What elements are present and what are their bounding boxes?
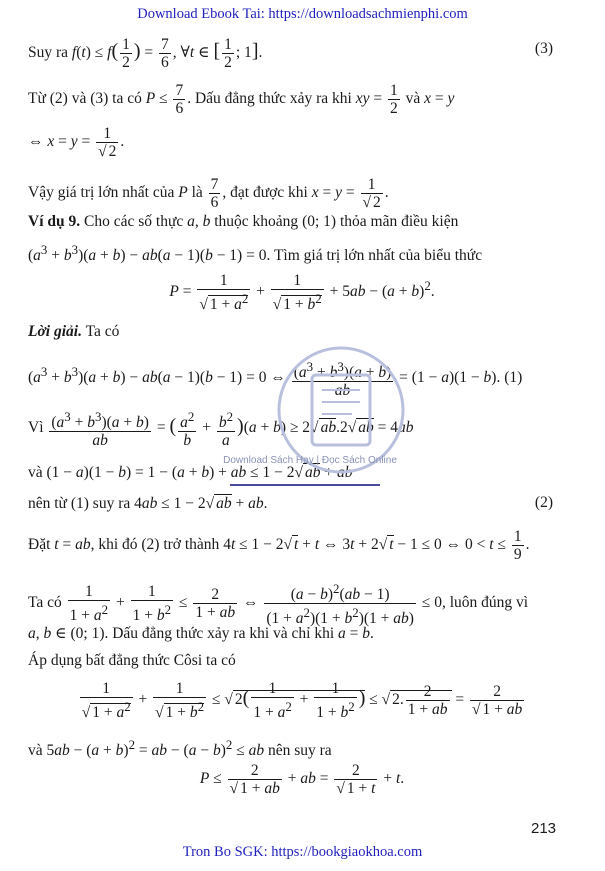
line-ap-dung: Áp dụng bất đẳng thức Côsi ta có <box>28 652 236 669</box>
line-tu-2-3: Từ (2) và (3) ta có P ≤ $\frac{7}{6}$ . Dấu đẳng thức xảy ra khi xy = $\frac{1}{2}$ và x = y <box>28 82 455 117</box>
eq-label-2: (2) <box>534 494 553 511</box>
watermark-text: Download Sách Hay | Đọc Sách Online <box>223 455 397 466</box>
line-ab-in: a, b ∈ (0; 1). Dấu đẳng thức xảy ra khi và chỉ khi a = b. <box>28 625 374 642</box>
page-footer: Tron Bo SGK: https://bookgiaokhoa.com <box>182 844 423 860</box>
example-9: Ví dụ 9. Cho các số thực a, b thuộc khoảng (0; 1) thỏa mãn điều kiện <box>28 213 459 230</box>
eq-label-3: (3) <box>534 40 553 57</box>
equation-1: $(a^3 + b^3)(a + b) - ab(a - 1)(b - 1) = 0$ ⇔ $\frac{(a^3 + b^3)(a + b)}{ab}$ = (1 − a)(1 − b). (1) <box>28 359 523 400</box>
line-dat: Đặt t = ab, khi đó (2) trở thành 4t ≤ 1 − 2√ t + t ⇔ 3t + 2√ t − 1 ≤ 0 ⇔ 0 < t ≤ $\frac{1}{9}$ . <box>28 528 530 563</box>
page-header: Download Ebook Tai: https://downloadsachmienphi.com <box>137 6 468 22</box>
line-va-5ab: và $5ab - (a + b)^2$ = ab − $(a - b)^2$ ≤ ab nên suy ra <box>28 737 332 760</box>
formula-p: P = $\frac{1}{√ 1 + a^2}$ + $\frac{1}{√ 1 + b^2}$ + $5ab - (a + b)^2$. <box>169 272 435 314</box>
line-suy-ra: Suy ra f(t) ≤ f( $\frac{1}{2}$ ) = $\frac{7}{6}$ , ∀t ∈ [ $\frac{1}{2}$ ; 1]. <box>28 36 263 71</box>
formula-cosi: $\frac{1}{√ 1 + a^2}$ + $\frac{1}{√ 1 + b^2}$ ≤ √ 2( $\frac{1}{1 + a^2}$ + $\frac{1}{1 + b^2}$ ) ≤ √ 2. $\frac{2}{1 + ab}$ = $\frac{2}{√ 1 + ab}$ <box>81 680 523 722</box>
line-iff: ⇔ x = y = $\frac{1}{√ 2}$ . <box>28 125 125 160</box>
line-vay: Vậy giá trị lớn nhất của P là $\frac{7}{6}$ , đạt được khi x = y = $\frac{1}{√ 2}$ . <box>28 176 389 211</box>
line-ta-co: Ta có $\frac{1}{1 + a^2}$ + $\frac{1}{1 + b^2}$ ≤ $\frac{2}{1 + ab}$ ⇔ $\frac{(a - b)^2(ab - 1)}{(1 + a^2)(1 + b^2)(1 + ab)}$ ≤ 0, luôn đúng vì <box>28 581 529 628</box>
page-number: 213 <box>531 820 557 837</box>
line-va-1-a: và (1 − a)(1 − b) = 1 − (a + b) + ab ≤ 1 − 2√ ab + ab <box>28 464 353 481</box>
formula-final: P ≤ $\frac{2}{√ 1 + ab}$ + ab = $\frac{2}{√ 1 + t}$ + t. <box>199 762 405 797</box>
line-vi: Vì $\frac{(a^3 + b^3)(a + b)}{ab}$ = ( $\frac{a^2}{b}$ + $\frac{b^2}{a}$ )(a + b) ≥ 2√ ab.2√ ab = 4ab <box>28 409 414 450</box>
watermark-underline <box>230 484 380 486</box>
example-9-cont: $(a^3 + b^3)(a + b) - ab(a - 1)(b - 1) = 0$. Tìm giá trị lớn nhất của biểu thức <box>28 242 483 265</box>
line-nen-tu: nên từ (1) suy ra 4ab ≤ 1 − 2√ ab + ab. <box>28 495 268 512</box>
solution-heading: Lời giải. Ta có <box>28 323 120 340</box>
